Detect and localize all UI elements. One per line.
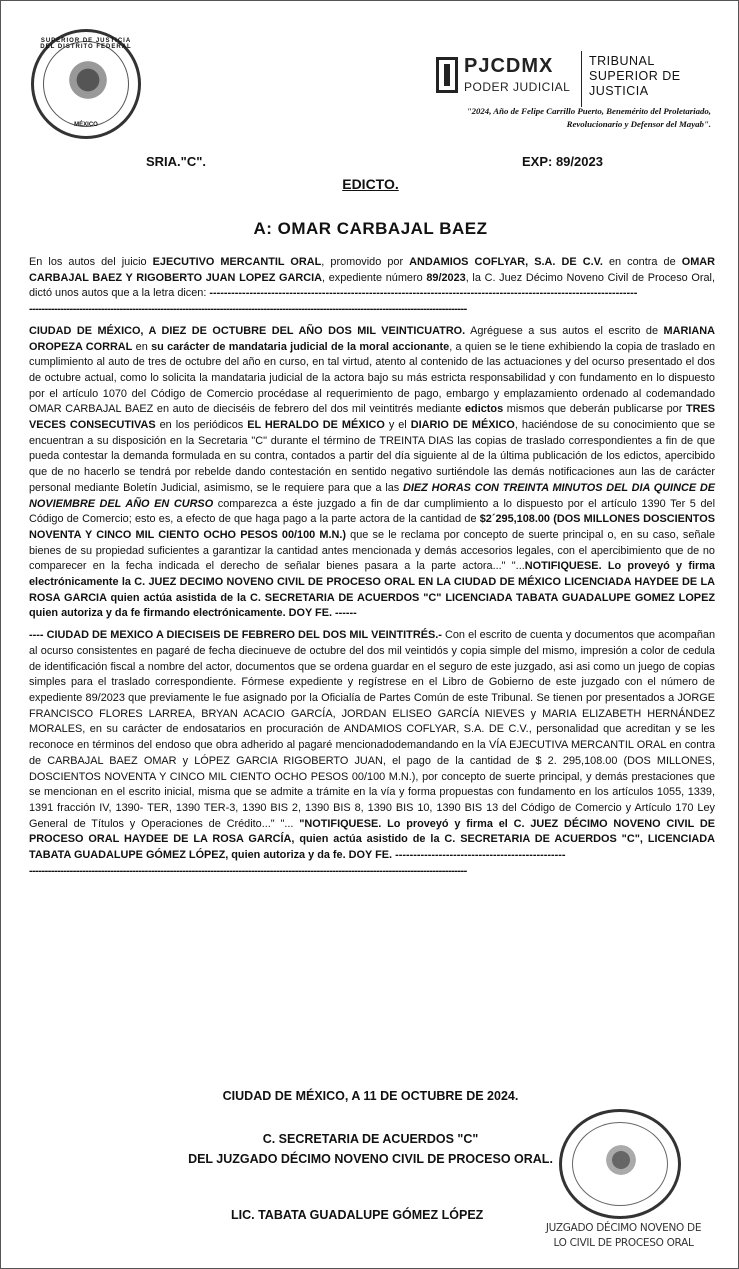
court-stamp-text: JUZGADO DÉCIMO NOVENO DE LO CIVIL DE PROCESO ORAL — [545, 1222, 702, 1249]
closing-date: CIUDAD DE MÉXICO, A 11 DE OCTUBRE DE 2024. — [222, 1089, 519, 1103]
expediente-number: EXP: 89/2023 — [522, 154, 603, 169]
seal-bottom-text: MÉXICO — [74, 122, 98, 128]
signatory-role: C. SECRETARIA DE ACUERDOS "C" DEL JUZGADO DÉCIMO NOVENO CIVIL DE PROCESO ORAL. — [188, 1132, 553, 1166]
divider-line-2: -------------------------------------------------------------------------------------------------------------------------------------------- — [29, 864, 467, 877]
auto-october-paragraph: CIUDAD DE MÉXICO, A DIEZ DE OCTUBRE DEL AÑO DOS MIL VEINTICUATRO. Agréguese a sus autos el escrito de MARIANA OROPEZA CORRAL en su carácter de mandataria judicial de la moral accionante, a quien se le tiene exhibiendo la copia de traslado en cumplimiento al auto de tres de octubre del año en curso, en tal virtud, atento al contenido de las actuaciones y del ocurso presentado el dos de octubre actual, como lo solicita la mandataria judicial de la actora bajo su más estricta responsabilidad y con fundamento en lo dispuesto por el artículo 1070 del Código de Comercio procédase al requerimiento de pago, embargo y emplazamiento ordenado al codemandado OMAR CARBAJAL BAEZ en auto de dieciséis de febrero del dos mil veintitrés mediante edictos mismos que deberán publicarse por TRES VECES CONSECUTIVAS en los periódicos EL HERALDO DE MÉXICO y el DIARIO DE MÉXICO, haciéndose de su conocimiento que se encuentran a su disposición en la Secretaria "C" durante el término de TREINTA DIAS las copias de traslado correspondientes a fin de que pueda contestar la demanda formulada en su contra, contados a partir del día siguiente al de la última publicación de los edictos, apercibido que de no hacerlo se tendrá por rebelde dando contestación en sentido negativo surtiéndole las demás notificaciones aun las de carácter personal mediante Boletín Judicial, asimismo, se le requiere para que a las DIEZ HORAS CON TREINTA MINUTOS DEL DIA QUINCE DE NOVIEMBRE DEL AÑO EN CURSO comparezca a éste juzgado a fin de dar cumplimiento a lo dispuesto por el artículo 1390 Ter 5 del Código de Comercio; esto es, a efecto de que haga pago a la parte actora de la cantidad de $2´295,108.00 (DOS MILLONES DOSCIENTOS NOVENTA Y CINCO MIL CIENTO OCHO PESOS 00/100 M.N.) que se le reclama por concepto de suerte principal o, en su caso, señale bienes de su propiedad suficientes a garantizar la cantidad antes mencionada y demás accesorios legales, con el apercibimiento que de no comparecer en la fecha indicada el derecho de señalar bienes pasara a la parte actora..." "...NOTIFIQUESE. Lo proveyó y firma electrónicamente la C. JUEZ DECIMO NOVENO CIVIL DE PROCESO ORAL EN LA CIUDAD DE MÉXICO LICENCIADA HAYDEE DE LA ROSA GARCIA quien actúa asistida de la C. SECRETARIA DE ACUERDOS "C" LICENCIADA TABATA GUADALUPE GOMEZ LOPEZ quien autoriza y da fe firmando electrónicamente. DOY FE. ------ — [29, 324, 716, 620]
logo-divider — [581, 51, 582, 107]
seal-ring-text: SUPERIOR DE JUSTICIA DEL DISTRITO FEDERAL — [40, 38, 132, 50]
eagle-emblem-icon — [604, 1144, 638, 1184]
intro-paragraph: En los autos del juicio EJECUTIVO MERCANTIL ORAL, promovido por ANDAMIOS COFLYAR, S.A. DE C.V. en contra de OMAR CARBAJAL BAEZ Y RIGOBERTO JUAN LOPEZ GARCIA, expediente número 89/2023, la C. Juez Décimo Noveno Civil de Proceso Oral, dictó unos autos que a la letra dicen: ---------------------------------------------------------------------------------------------------------------------- — [29, 256, 715, 300]
secretaria-label: SRIA."C". — [146, 154, 206, 169]
edict-body — [29, 255, 715, 879]
court-seal-right — [559, 1109, 681, 1219]
year-motto: "2024, Año de Felipe Carrillo Puerto, Benemérito del Proletariado, Revolucionario y Defensor del Mayab". — [466, 106, 711, 129]
tribunal-name: TRIBUNAL SUPERIOR DE JUSTICIA — [589, 54, 681, 98]
eagle-emblem-icon — [66, 60, 110, 110]
logo-mark-icon — [436, 57, 458, 93]
court-seal-left — [31, 29, 141, 139]
pjcdmx-logo — [436, 53, 576, 97]
divider-line: -------------------------------------------------------------------------------------------------------------------------------------------- — [29, 303, 467, 316]
addressee: A: OMAR CARBAJAL BAEZ — [253, 219, 488, 238]
document-title: EDICTO. — [342, 176, 399, 192]
signatory-name: LIC. TABATA GUADALUPE GÓMEZ LÓPEZ — [231, 1208, 484, 1222]
logo-brand: PJCDMX — [464, 55, 554, 77]
logo-subtitle: PODER JUDICIAL — [464, 80, 571, 94]
auto-february-paragraph: ---- CIUDAD DE MEXICO A DIECISEIS DE FEBRERO DEL DOS MIL VEINTITRÉS.- Con el escrito de cuenta y documentos que acompañan al ocurso consistentes en pagaré de fecha diecinueve de octubre del dos mil veintidós y copia simple del mismo, impresión a color de cedula de identificación fiscal a nombre del actor, documentos que se ordena guardar en el seguro de este juzgado, asi asi como un juego de copias simples para el traslado correspondiente. Fórmese expediente y regístrese en el Libro de Gobierno de este juzgado con el número de expediente 89/2023 que previamente le fue asignado por la Oficialía de Partes Común de este Tribunal. Se tienen por presentados a JORGE FRANCISCO FLORES LARREA, BRYAN ACACIO GARCÍA, JORDAN ELISEO GARCÍA NIEVES y MARIA ELIZABETH HERNÁNDEZ MORALES, en su carácter de endosatarios en procuración de ANDAMIOS COFLYAR, S.A. DE C.V., personalidad que acreditan y se les reconoce en términos del endoso que obra adherido al pagaré mencionadodemandando en la VÍA EJECUTIVA MERCANTIL ORAL en contra de CARBAJAL BAEZ OMAR y LÓPEZ GARCIA RIGOBERTO JUAN, el pago de la cantidad de $ 2. 295,108.00 (DOS MILLONES, DOSCIENTOS NOVENTA Y CINCO MIL CIENTO OCHO PESOS 00/100 M.N.), por concepto de suerte principal, y demás prestaciones que se mencionan en el escrito inicial, misma que se admite a trámite en la vía y forma propuestas con fundamento en los artículos 1055, 1339, 1391 fracción IV, 1390- TER, 1390 TER-3, 1390 BIS 2, 1390 BIS 8, 1390 BIS 10, 1390 BIS 13 del Código de Comercio y Artículo 170 Ley General de Títulos y Operaciones de Crédito..." "... "NOTIFIQUESE. Lo proveyó y firma el C. JUEZ DÉCIMO NOVENO CIVIL DE PROCESO ORAL HAYDEE DE LA ROSA GARCÍA, quien actúa asistido de la C. SECRETARIA DE ACUERDOS "C", LICENCIADA TABATA GUADALUPE GÓMEZ LÓPEZ, quien autoriza y da fe. DOY FE. ----------------------------------------------- — [29, 629, 716, 862]
